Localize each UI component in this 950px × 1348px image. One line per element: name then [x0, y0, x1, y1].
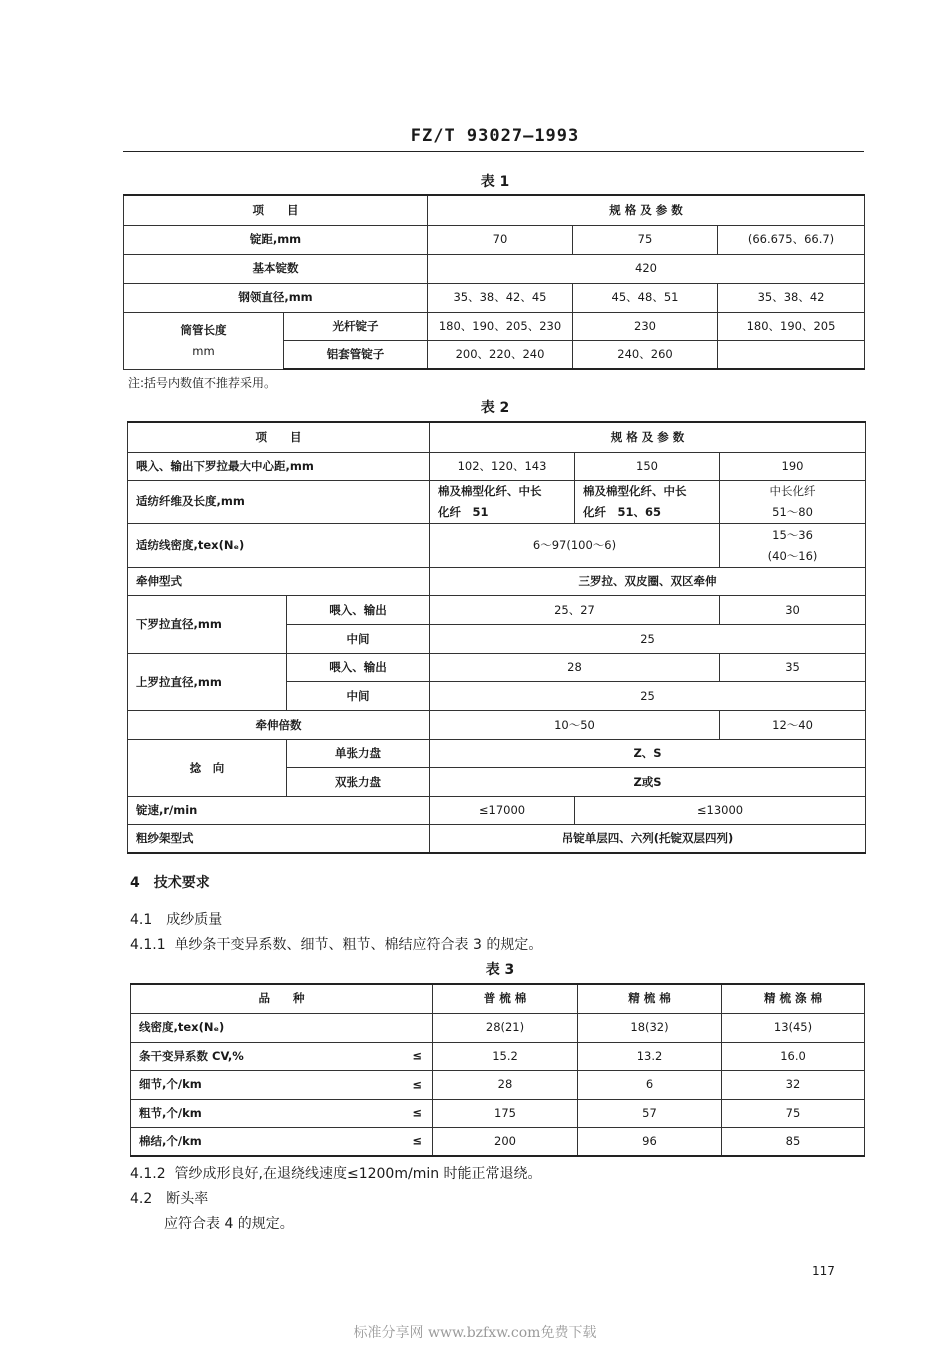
table-row [128, 568, 866, 596]
table3-head-item: 品 种 [131, 984, 433, 1013]
table3-head-c1: 普 梳 棉 [433, 984, 578, 1013]
cell: ≤17000 [430, 797, 575, 825]
cell [718, 340, 865, 369]
section-4-2-title: 4.2 断头率 [130, 1191, 209, 1207]
cell-line: 51～80 [772, 504, 813, 519]
row-label: 下罗拉直径,mm [128, 596, 287, 654]
bobbin-unit: mm [192, 343, 215, 358]
cell: 15.2 [433, 1042, 578, 1070]
sub-label: 中间 [287, 625, 430, 654]
table-row [128, 452, 866, 480]
cell [575, 480, 720, 524]
table2-caption: 表 2 [480, 400, 510, 416]
bobbin-label: 筒管长度 [180, 322, 227, 337]
cell: (66.675、66.7) [718, 225, 865, 254]
sub-label: 双张力盘 [287, 768, 430, 797]
row-label: 上罗拉直径,mm [128, 654, 287, 711]
table1-note: 注:括号内数值不推荐采用。 [128, 376, 277, 390]
cell: 28 [433, 1070, 578, 1099]
cell: Z或S [430, 768, 866, 797]
cell: 25 [430, 625, 866, 654]
le-symbol: ≤ [412, 1048, 422, 1063]
row-label: 喂入、输出下罗拉最大中心距,mm [128, 452, 430, 480]
cell: 16.0 [722, 1042, 865, 1070]
table2-head-item: 项 目 [128, 422, 430, 452]
row-label: 牵伸倍数 [128, 711, 430, 740]
cell: 175 [433, 1099, 578, 1127]
page-number: 117 [812, 1264, 835, 1278]
table-row [131, 1127, 865, 1156]
row-label [131, 1099, 433, 1127]
cell: 12～40 [720, 711, 866, 740]
section-text: 单纱条干变异系数、细节、粗节、棉结应符合表 3 的规定。 [174, 937, 543, 953]
label-text: 线密度,tex(Nₑ) [139, 1020, 225, 1035]
section-4-1-1 [130, 934, 542, 954]
table-row [131, 1099, 865, 1127]
cell: 230 [573, 312, 718, 340]
sub-label: 喂入、输出 [287, 596, 430, 625]
table1-caption: 表 1 [480, 174, 510, 190]
cell: 18(32) [578, 1013, 722, 1042]
cell: 200 [433, 1127, 578, 1156]
table3 [130, 983, 865, 1157]
cell: 96 [578, 1127, 722, 1156]
cell: 85 [722, 1127, 865, 1156]
header-rule [123, 151, 864, 152]
cell: 35 [720, 654, 866, 682]
cell: 75 [573, 225, 718, 254]
cell: 45、48、51 [573, 283, 718, 312]
cell [720, 480, 866, 524]
table1 [123, 194, 865, 370]
cell [720, 524, 866, 568]
cell: 200、220、240 [428, 340, 573, 369]
sub-label: 单张力盘 [287, 740, 430, 768]
table-row [128, 480, 866, 524]
cell: 32 [722, 1070, 865, 1099]
section-4-1-title: 4.1 成纱质量 [130, 912, 223, 928]
row-label [131, 1127, 433, 1156]
table-row [131, 1013, 865, 1042]
standard-code: FZ/T 93027—1993 [410, 126, 580, 146]
cell: 57 [578, 1099, 722, 1127]
table-row [128, 711, 866, 740]
cell: 102、120、143 [430, 452, 575, 480]
table-row [128, 596, 866, 625]
cell: 150 [575, 452, 720, 480]
cell: Z、S [430, 740, 866, 768]
cell: 30 [720, 596, 866, 625]
row-label [131, 1042, 433, 1070]
table3-caption: 表 3 [485, 962, 515, 978]
cell: 240、260 [573, 340, 718, 369]
row-label: 钢领直径,mm [124, 283, 428, 312]
cell: 10～50 [430, 711, 720, 740]
cell: 70 [428, 225, 573, 254]
table1-header-row [124, 195, 865, 225]
row-label: 捻 向 [128, 740, 287, 797]
row-label: 锭距,mm [124, 225, 428, 254]
cell: 75 [722, 1099, 865, 1127]
sub-label: 铝套管锭子 [284, 340, 428, 369]
cell: 420 [428, 254, 865, 283]
row-label [131, 1070, 433, 1099]
cell-line: 中长化纤 [769, 483, 816, 498]
cell: 35、38、42、45 [428, 283, 573, 312]
cell: 28 [430, 654, 720, 682]
label-text: 条干变异系数 CV,% [139, 1048, 244, 1063]
label-text: 棉结,个/km [139, 1133, 202, 1148]
table1-head-item: 项 目 [124, 195, 428, 225]
table-row [124, 225, 865, 254]
label-text: 细节,个/km [139, 1077, 202, 1092]
table-row [128, 524, 866, 568]
le-symbol: ≤ [412, 1105, 422, 1120]
cell-line: (40～16) [767, 548, 818, 563]
cell: 6～97(100～6) [430, 524, 720, 568]
table-row [128, 740, 866, 768]
cell [430, 480, 575, 524]
cell: 13.2 [578, 1042, 722, 1070]
section-4-1-2 [130, 1163, 542, 1183]
cell: 190 [720, 452, 866, 480]
row-label: 锭速,r/min [128, 797, 430, 825]
table1-head-spec: 规 格 及 参 数 [428, 195, 865, 225]
cell-line: 化纤 51 [438, 504, 489, 519]
cell-line: 化纤 51、65 [583, 504, 662, 519]
table-row [128, 797, 866, 825]
section-4-2-text: 应符合表 4 的规定。 [164, 1216, 294, 1232]
cell: 25 [430, 682, 866, 711]
table2-header-row [128, 422, 866, 452]
table3-head-c2: 精 梳 棉 [578, 984, 722, 1013]
le-symbol: ≤ [412, 1077, 422, 1092]
cell-line: 棉及棉型化纤、中长 [438, 483, 542, 498]
cell: 吊锭单层四、六列(托锭双层四列) [430, 825, 866, 853]
table2-head-spec: 规 格 及 参 数 [430, 422, 866, 452]
sub-label: 喂入、输出 [287, 654, 430, 682]
cell: 35、38、42 [718, 283, 865, 312]
table-row [128, 825, 866, 853]
section-number: 4.1.2 [130, 1166, 166, 1182]
table-row [131, 1070, 865, 1099]
table3-header-row [131, 984, 865, 1013]
table-row [128, 654, 866, 682]
row-label: 牵伸型式 [128, 568, 430, 596]
cell: 6 [578, 1070, 722, 1099]
row-label [124, 312, 284, 369]
table-row [124, 312, 865, 340]
cell-line: 15～36 [772, 528, 813, 543]
watermark: 标准分享网 www.bzfxw.com免费下载 [353, 1325, 597, 1341]
row-label: 适纺线密度,tex(Nₑ) [128, 524, 430, 568]
table3-head-c3: 精 梳 涤 棉 [722, 984, 865, 1013]
cell: 三罗拉、双皮圈、双区牵伸 [430, 568, 866, 596]
row-label: 适纺纤维及长度,mm [128, 480, 430, 524]
table2 [127, 421, 866, 854]
sub-label: 光杆锭子 [284, 312, 428, 340]
cell: 180、190、205 [718, 312, 865, 340]
row-label [131, 1013, 433, 1042]
table-row [124, 254, 865, 283]
section-text: 管纱成形良好,在退绕线速度≤1200m/min 时能正常退绕。 [174, 1166, 542, 1182]
section-4-title: 4 技术要求 [130, 875, 210, 891]
cell: 180、190、205、230 [428, 312, 573, 340]
cell: 28(21) [433, 1013, 578, 1042]
le-symbol: ≤ [412, 1133, 422, 1148]
row-label: 粗纱架型式 [128, 825, 430, 853]
cell: ≤13000 [575, 797, 866, 825]
table-row [131, 1042, 865, 1070]
sub-label: 中间 [287, 682, 430, 711]
label-text: 粗节,个/km [139, 1105, 202, 1120]
cell: 13(45) [722, 1013, 865, 1042]
section-number: 4.1.1 [130, 937, 166, 953]
cell-line: 棉及棉型化纤、中长 [583, 483, 687, 498]
cell: 25、27 [430, 596, 720, 625]
table-row [124, 283, 865, 312]
row-label: 基本锭数 [124, 254, 428, 283]
